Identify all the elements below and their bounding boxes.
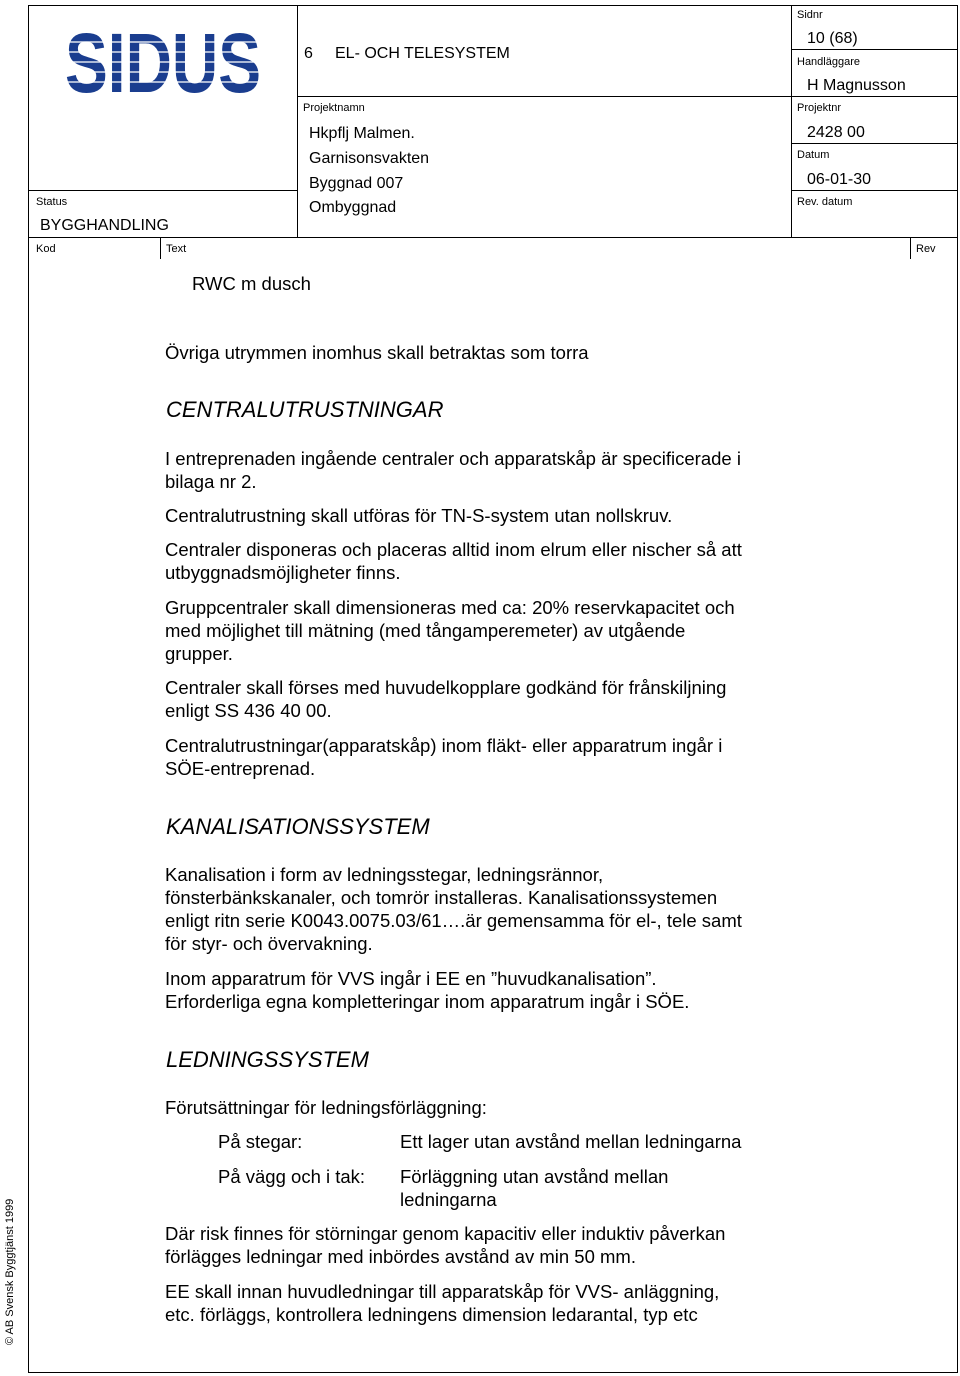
paragraph: Inom apparatrum för VVS ingår i EE en ”huvudkanalisation”. — [165, 968, 657, 989]
datum-value: 06-01-30 — [807, 171, 872, 188]
handlaggare-label: Handläggare — [797, 56, 860, 68]
logo-text: SIDUS — [65, 24, 261, 100]
paragraph: fönsterbänkskanaler, och tomrör installeras. Kanalisationssystemen — [165, 887, 718, 908]
projektnamn-line: Garnisonsvakten — [309, 150, 430, 167]
paragraph: Centraler disponeras och placeras alltid inom elrum eller nischer så att — [165, 539, 742, 560]
stegar-label: På stegar: — [218, 1131, 303, 1152]
projektnr-value: 2428 00 — [807, 124, 865, 141]
sidnr-label: Sidnr — [797, 9, 823, 21]
datum-label: Datum — [797, 149, 830, 161]
vagg-label: På vägg och i tak: — [218, 1166, 366, 1187]
paragraph: för styr- och övervakning. — [165, 933, 373, 954]
vagg-value: Förläggning utan avstånd mellan — [400, 1166, 669, 1187]
chapter-title: EL- OCH TELESYSTEM — [335, 45, 510, 62]
copyright-notice — [0, 1198, 16, 1345]
projektnamn-line: Hkpflj Malmen. — [309, 125, 415, 142]
paragraph: utbyggnadsmöjligheter finns. — [165, 562, 401, 583]
kod-label: Kod — [36, 243, 56, 255]
paragraph: förlägges ledningar med inbördes avstånd av min 50 mm. — [165, 1246, 636, 1267]
projektnamn-line: Ombyggnad — [309, 199, 397, 216]
paragraph: grupper. — [165, 643, 233, 664]
projektnamn-line: Byggnad 007 — [309, 175, 404, 192]
sidnr-value: 10 (68) — [807, 30, 858, 47]
projektnr-label: Projektnr — [797, 102, 842, 114]
rwc-text: RWC m dusch — [192, 273, 311, 294]
paragraph: I entreprenaden ingående centraler och apparatskåp är specificerade i — [165, 448, 741, 469]
status-value: BYGGHANDLING — [40, 217, 169, 234]
sidus-logo — [62, 24, 264, 100]
paragraph: bilaga nr 2. — [165, 471, 257, 492]
section-heading-kanal: KANALISATIONSSYSTEM — [166, 814, 430, 839]
copyright-text: © AB Svensk Byggtjänst 1999 — [4, 1198, 16, 1345]
paragraph: Centralutrustning skall utföras för TN-S-system utan nollskruv. — [165, 505, 673, 526]
status-label: Status — [36, 196, 68, 208]
rev-label: Rev — [916, 243, 936, 255]
revdatum-label: Rev. datum — [797, 196, 853, 208]
header-divider — [791, 190, 958, 191]
header-divider — [791, 49, 958, 50]
header-divider — [791, 5, 792, 237]
chapter-number: 6 — [304, 45, 313, 62]
section-heading-central: CENTRALUTRUSTNINGAR — [166, 397, 444, 422]
header-divider — [28, 190, 297, 191]
handlaggare-value: H Magnusson — [807, 77, 906, 94]
paragraph: Gruppcentraler skall dimensioneras med ca: 20% reservkapacitet och — [165, 597, 735, 618]
paragraph: Centraler skall förses med huvudelkopplare godkänd för frånskiljning — [165, 677, 727, 698]
header-divider — [297, 96, 958, 97]
section-heading-ledning: LEDNINGSSYSTEM — [166, 1047, 369, 1072]
header-divider — [160, 237, 161, 259]
paragraph: Förutsättningar för ledningsförläggning: — [165, 1097, 487, 1118]
paragraph: Centralutrustningar(apparatskåp) inom fläkt- eller apparatrum ingår i — [165, 735, 723, 756]
paragraph: med möjlighet till mätning (med tångamperemeter) av utgående — [165, 620, 686, 641]
paragraph: enligt SS 436 40 00. — [165, 700, 332, 721]
paragraph: etc. förläggs, kontrollera ledningens dimension ledarantal, typ etc — [165, 1304, 698, 1325]
header-divider — [910, 237, 911, 259]
ovriga-text: Övriga utrymmen inomhus skall betraktas som torra — [165, 342, 589, 363]
sidus-logo-icon — [62, 24, 264, 100]
text-label: Text — [166, 243, 187, 255]
paragraph: enligt ritn serie K0043.0075.03/61….är gemensamma för el-, tele samt — [165, 910, 742, 931]
paragraph: SÖE-entreprenad. — [165, 758, 316, 779]
paragraph: EE skall innan huvudledningar till apparatskåp för VVS- anläggning, — [165, 1281, 720, 1302]
projektnamn-label: Projektnamn — [303, 102, 365, 114]
paragraph: Där risk finnes för störningar genom kapacitiv eller induktiv påverkan — [165, 1223, 726, 1244]
vagg-value: ledningarna — [400, 1189, 497, 1210]
paragraph: Erforderliga egna kompletteringar inom apparatrum ingår i SÖE. — [165, 991, 690, 1012]
header-divider — [791, 143, 958, 144]
header-divider — [28, 237, 958, 238]
header-divider — [297, 5, 298, 237]
paragraph: Kanalisation i form av ledningsstegar, ledningsrännor, — [165, 864, 604, 885]
stegar-value: Ett lager utan avstånd mellan ledningarna — [400, 1131, 742, 1152]
